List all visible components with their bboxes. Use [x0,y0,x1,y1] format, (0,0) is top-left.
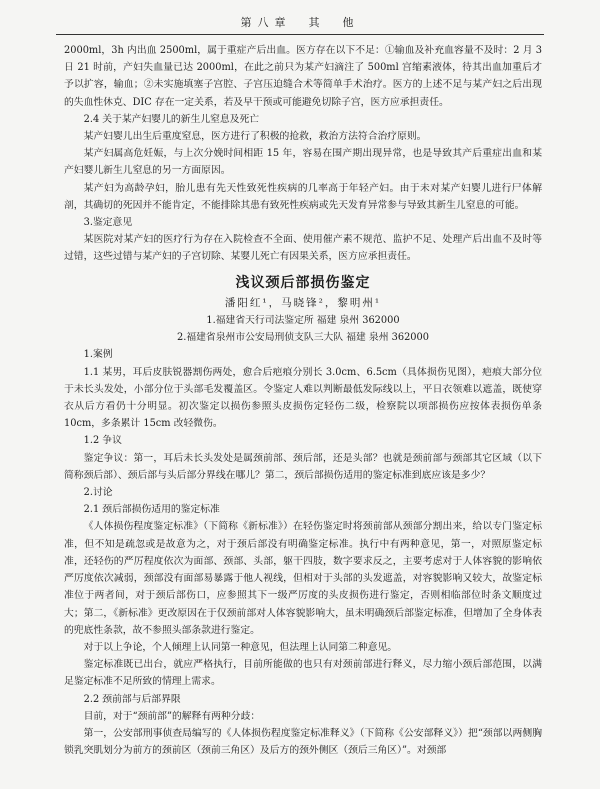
section-heading: 1.2 争议 [83,435,122,447]
section-heading: 2.1 颈后部损伤适用的鉴定标准 [83,504,220,516]
article-authors: 潘阳红¹，马晓锋²，黎明州¹ [224,296,382,309]
paragraph: 对于以上争论，个人倾理上认同第一种意见，但法理上认同第二种意见。 [83,641,398,653]
paragraph: 某产妇为高龄孕妇，胎儿患有先天性致死性疾病的几率高于年轻产妇。由于未对某产妇婴儿进行尸体解剖，其确切的死因并不能肯定，不能排除其患有致死性疾病或先天发育异常参与导致其新生儿窒息的可能。 [64,182,542,211]
section-heading: 1.案例 [83,349,113,361]
section-heading: 3.鉴定意见 [83,217,133,229]
section-heading: 2.4 关于某产妇婴儿的新生儿窒息及死亡 [83,113,260,125]
paragraph: 目前，对于“颈前部”的解释有两种分歧： [83,710,261,722]
paragraph: 某医院对某产妇的医疗行为存在入院检查不全面、使用催产素不规范、监护不足、处理产后出血不及时等过错，这些过错与某产妇的子宫切除、某婴儿死亡有因果关系，医方应承担责任。 [64,234,542,263]
running-header: 第八章 其 他 [56,14,544,35]
section-heading: 2.2 颈前部与后部界限 [83,693,181,705]
paragraph: 2000ml，3h 内出血 2500ml，属于重症产后出血。医方存在以下不足：①输血及补充血容量不及时：2 月 3 日 21 时前，产妇失血量已达 2000ml，在此之前只为某产妇滴注了 500ml 宫缩素液体，待其出血加重后才予以扩容，输血；②未实施填塞子宫腔、子宫压迫缝合术等简单手术治疗。医方的上述不足与某产妇之后出现的失血性休克、DIC 存在一定关系，若及早干预或可能避免切除子宫，医方应承担责任。 [64,45,542,108]
paragraph: 鉴定争议：第一，耳后未长头发处是属颈前部、颈后部，还是头部？也就是颈前部与颈部其它区域（以下简称颈后部）、颈后部与头后部分界线在哪儿？第二，颈后部损伤适用的鉴定标准到底应该是多少？ [64,452,542,481]
paragraph: 某产妇婴儿出生后重度窒息，医方进行了积极的抢救，救治方法符合治疗原则。 [83,131,427,143]
paragraph: 第一，公安部刑事侦查局编写的《人体损伤程度鉴定标准释义》（下简称《公安部释义》）把“颈部以两侧胸锁乳突肌划分为前方的颈前区（颈前三角区）及后方的颈外侧区（颈后三角区）”。对颈部 [64,727,542,757]
paragraph: 1.1 某男，耳后皮肤锐器割伤两处，愈合后疤痕分别长 3.0cm、6.5cm（具体损伤见图），疤痕大部分位于未长头发处，小部分位于头部毛发覆盖区。令鉴定人难以判断最低发际线以上，平日衣领难以遮盖，既使穿衣从后方看仍十分明显。初次鉴定以损伤参照头皮损伤定轻伤二级，检察院以项部损伤应按体表损伤单条 10cm，多条累计 15cm 改轻微伤。 [64,366,542,430]
page-body [64,42,542,759]
affiliation: 1.福建省天行司法鉴定所 福建 泉州 362000 [206,315,400,327]
paragraph: 某产妇属高危妊娠，与上次分娩时间相距 15 年，容易在围产期出现异常，也是导致其产后重症出血和某产妇婴儿新生儿窒息的另一方面原因。 [64,148,542,177]
paragraph: 鉴定标准既已出台，就应严格执行，目前所能做的也只有对颈前部进行释义，尽力缩小颈后部范围，以满足鉴定标准不足所致的情理上需求。 [64,659,542,688]
article-title: 浅议颈后部损伤鉴定 [235,274,371,291]
section-heading: 2.讨论 [83,487,113,499]
paragraph: 《人体损伤程度鉴定标准》（下简称《新标准》）在轻伤鉴定时将颈前部从颈部分割出来，给以专门鉴定标准，但不知是疏忽或是故意为之，对于颈后部没有明确鉴定标准。执行中有两种意见，第一，对照原鉴定标准，还轻伤的严厉程度依次为面部、颈部、头部，躯干四肢，数字要求反之，主要考虑对于人体容貌的影响依严厉度依次减弱，颈部没有面部易暴露于他人视线，但相对于头部的头发遮盖，对容貌影响又较大，故鉴定标准位于两者间，对于颈后部伤口，应参照其下一级严厉度的头皮损伤进行鉴定，否则相临部位时条文顺度过大；第二，《新标准》更改原因在于仅颈前部对人体容貌影响大，虽未明确颈后部鉴定标准，但增加了全身体表的兜底性条款，故不参照头部条款进行鉴定。 [64,521,542,636]
affiliation: 2.福建省泉州市公安局刑侦支队三大队 福建 泉州 362000 [176,332,430,344]
